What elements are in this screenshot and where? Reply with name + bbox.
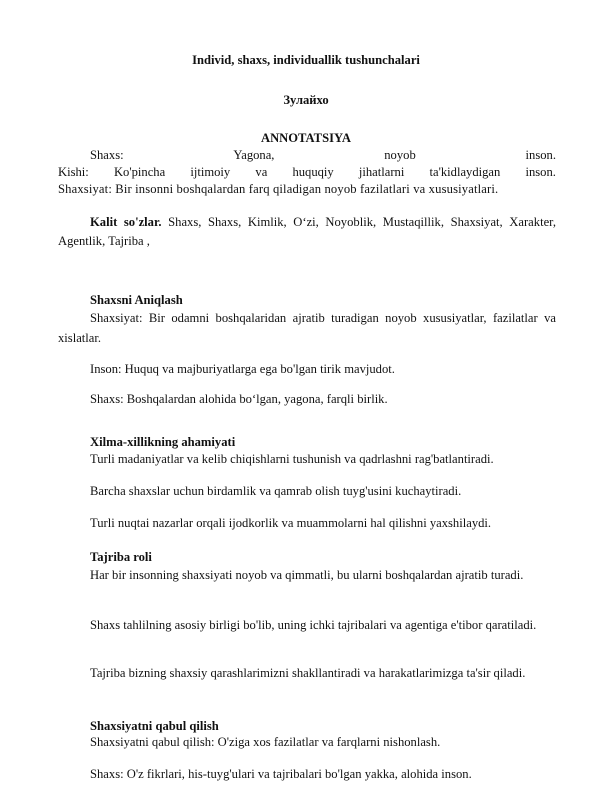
keywords-text: Shaxs, Shaxs, Kimlik, O‘zi, Noyoblik, Mustaqillik, Shaxsiyat, Xarakter, Agentlik, Tajriba ,	[58, 215, 556, 248]
section-paragraph: Shaxsiyatni qabul qilish: O'ziga xos fazilatlar va farqlarni nishonlash.	[90, 735, 441, 749]
keywords-label: Kalit so'zlar.	[90, 215, 162, 229]
section-paragraph: Turli madaniyatlar va kelib chiqishlarni tushunish va qadrlashni rag'batlantiradi.	[90, 452, 494, 466]
section-paragraph: Barcha shaxslar uchun birdamlik va qamrab olish tuyg'usini kuchaytiradi.	[90, 484, 462, 498]
section-paragraph: Shaxs tahlilning asosiy birligi bo'lib, uning ichki tajribalari va agentiga e'tibor qaratiladi.	[90, 618, 537, 632]
section-paragraph: Tajriba bizning shaxsiy qarashlarimizni shakllantiradi va harakatlarimizga ta'sir qiladi.	[90, 666, 526, 680]
annotation-word: inson.	[525, 165, 556, 179]
annotation-word: huquqiy	[292, 165, 334, 179]
annotation-shaxsiyat-line: Shaxsiyat: Bir insonni boshqalardan farq qiladigan noyob fazilatlari va xususiyatlari.	[58, 182, 499, 196]
section-paragraph: Shaxs: Boshqalardan alohida bo‘lgan, yagona, farqli birlik.	[90, 392, 388, 406]
annotation-kishi-line	[58, 164, 556, 180]
section-paragraph: Turli nuqtai nazarlar orqali ijodkorlik va muammolarni hal qilishni yaxshilaydi.	[90, 516, 492, 530]
section-heading: Xilma-xillikning ahamiyati	[90, 435, 236, 449]
annotation-word: va	[255, 165, 268, 179]
annotation-word: noyob	[384, 148, 416, 162]
document-title: Individ, shaxs, individuallik tushunchalari	[192, 53, 420, 67]
annotation-word: Kishi:	[58, 165, 89, 179]
annotation-word: jihatlarni	[358, 165, 405, 179]
author-name: Зулайхо	[283, 93, 329, 107]
section-paragraph: Shaxsiyat: Bir odamni boshqalaridan ajratib turadigan noyob xususiyatlar, fazilatlar va xislatlar.	[58, 311, 556, 345]
annotation-word: ijtimoiy	[190, 165, 231, 179]
keywords-paragraph	[58, 213, 556, 251]
annotation-heading: ANNOTATSIYA	[260, 131, 352, 145]
section-heading: Shaxsni Aniqlash	[90, 293, 183, 307]
section-paragraph: Shaxs: O'z fikrlari, his-tuyg'ulari va tajribalari bo'lgan yakka, alohida inson.	[90, 767, 472, 781]
section-paragraph: Har bir insonning shaxsiyati noyob va qimmatli, bu ularni boshqalardan ajratib turadi.	[90, 568, 524, 582]
section-heading: Tajriba roli	[90, 550, 152, 564]
annotation-word: inson.	[525, 148, 556, 162]
annotation-word: Shaxs:	[90, 148, 124, 162]
annotation-word: ta'kidlaydigan	[429, 165, 501, 179]
section-heading: Shaxsiyatni qabul qilish	[90, 719, 219, 733]
section-paragraph: Inson: Huquq va majburiyatlarga ega bo'lgan tirik mavjudot.	[90, 362, 395, 376]
annotation-word: Ko'pincha	[113, 165, 166, 179]
annotation-shaxs-line	[90, 147, 556, 163]
annotation-word: Yagona,	[233, 148, 275, 162]
